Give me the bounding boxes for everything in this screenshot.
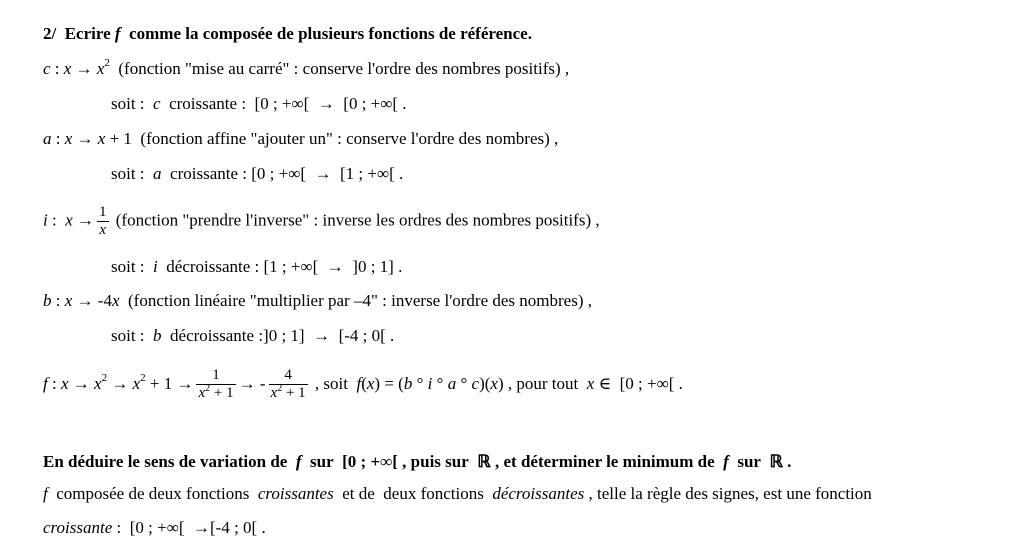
a-variation: soit : a croissante : [0 ; +∞[ → [1 ; +∞[ . [111,164,404,183]
c-definition: c : $x \to x^2$ (fonction "mise au carré" : conserve l'ordre des nombres positifs) , [43,57,570,78]
section-heading: 2/ Ecrire f comme la composée de plusieurs fonctions de référence. [43,24,532,43]
a-definition: a : x → x + 1 (fonction affine "ajouter un" : conserve l'ordre des nombres) , [43,129,559,148]
f-composition: f : $x \to x^2 \to x^2 + 1$ → $\frac{1}{x^2 + 1}$ → - $\frac{4}{x^2 + 1}$ , soit f(x) = (b ° i ° a ° c)(x) , pour tout x ∈ [0 ; +∞[ . [43,367,683,401]
b-variation: soit : b décroissante :]0 ; 1] → [-4 ; 0[ . [111,326,395,345]
i-variation: soit : i décroissante : [1 ; +∞[ → ]0 ; 1] . [111,257,403,276]
b-definition: b : x → -4x (fonction linéaire "multiplier par –4" : inverse l'ordre des nombres) , [43,291,592,310]
i-definition: i : x → $\frac{1}{x}$ (fonction "prendre l'inverse" : inverse les ordres des nombres positifs) , [43,204,600,238]
c-variation: soit : c croissante : [0 ; +∞[ → [0 ; +∞[ . [111,94,407,113]
answer-line-2: croissante : [0 ; +∞[ →[-4 ; 0[ . [43,518,266,537]
answer-line-1: f composée de deux fonctions croissantes et de deux fonctions décroissantes , telle la règle des signes, est une fonction [43,484,872,503]
question-heading: En déduire le sens de variation de f sur [0 ; +∞[ , puis sur ℝ , et déterminer le minimum de f sur ℝ . [43,452,792,471]
